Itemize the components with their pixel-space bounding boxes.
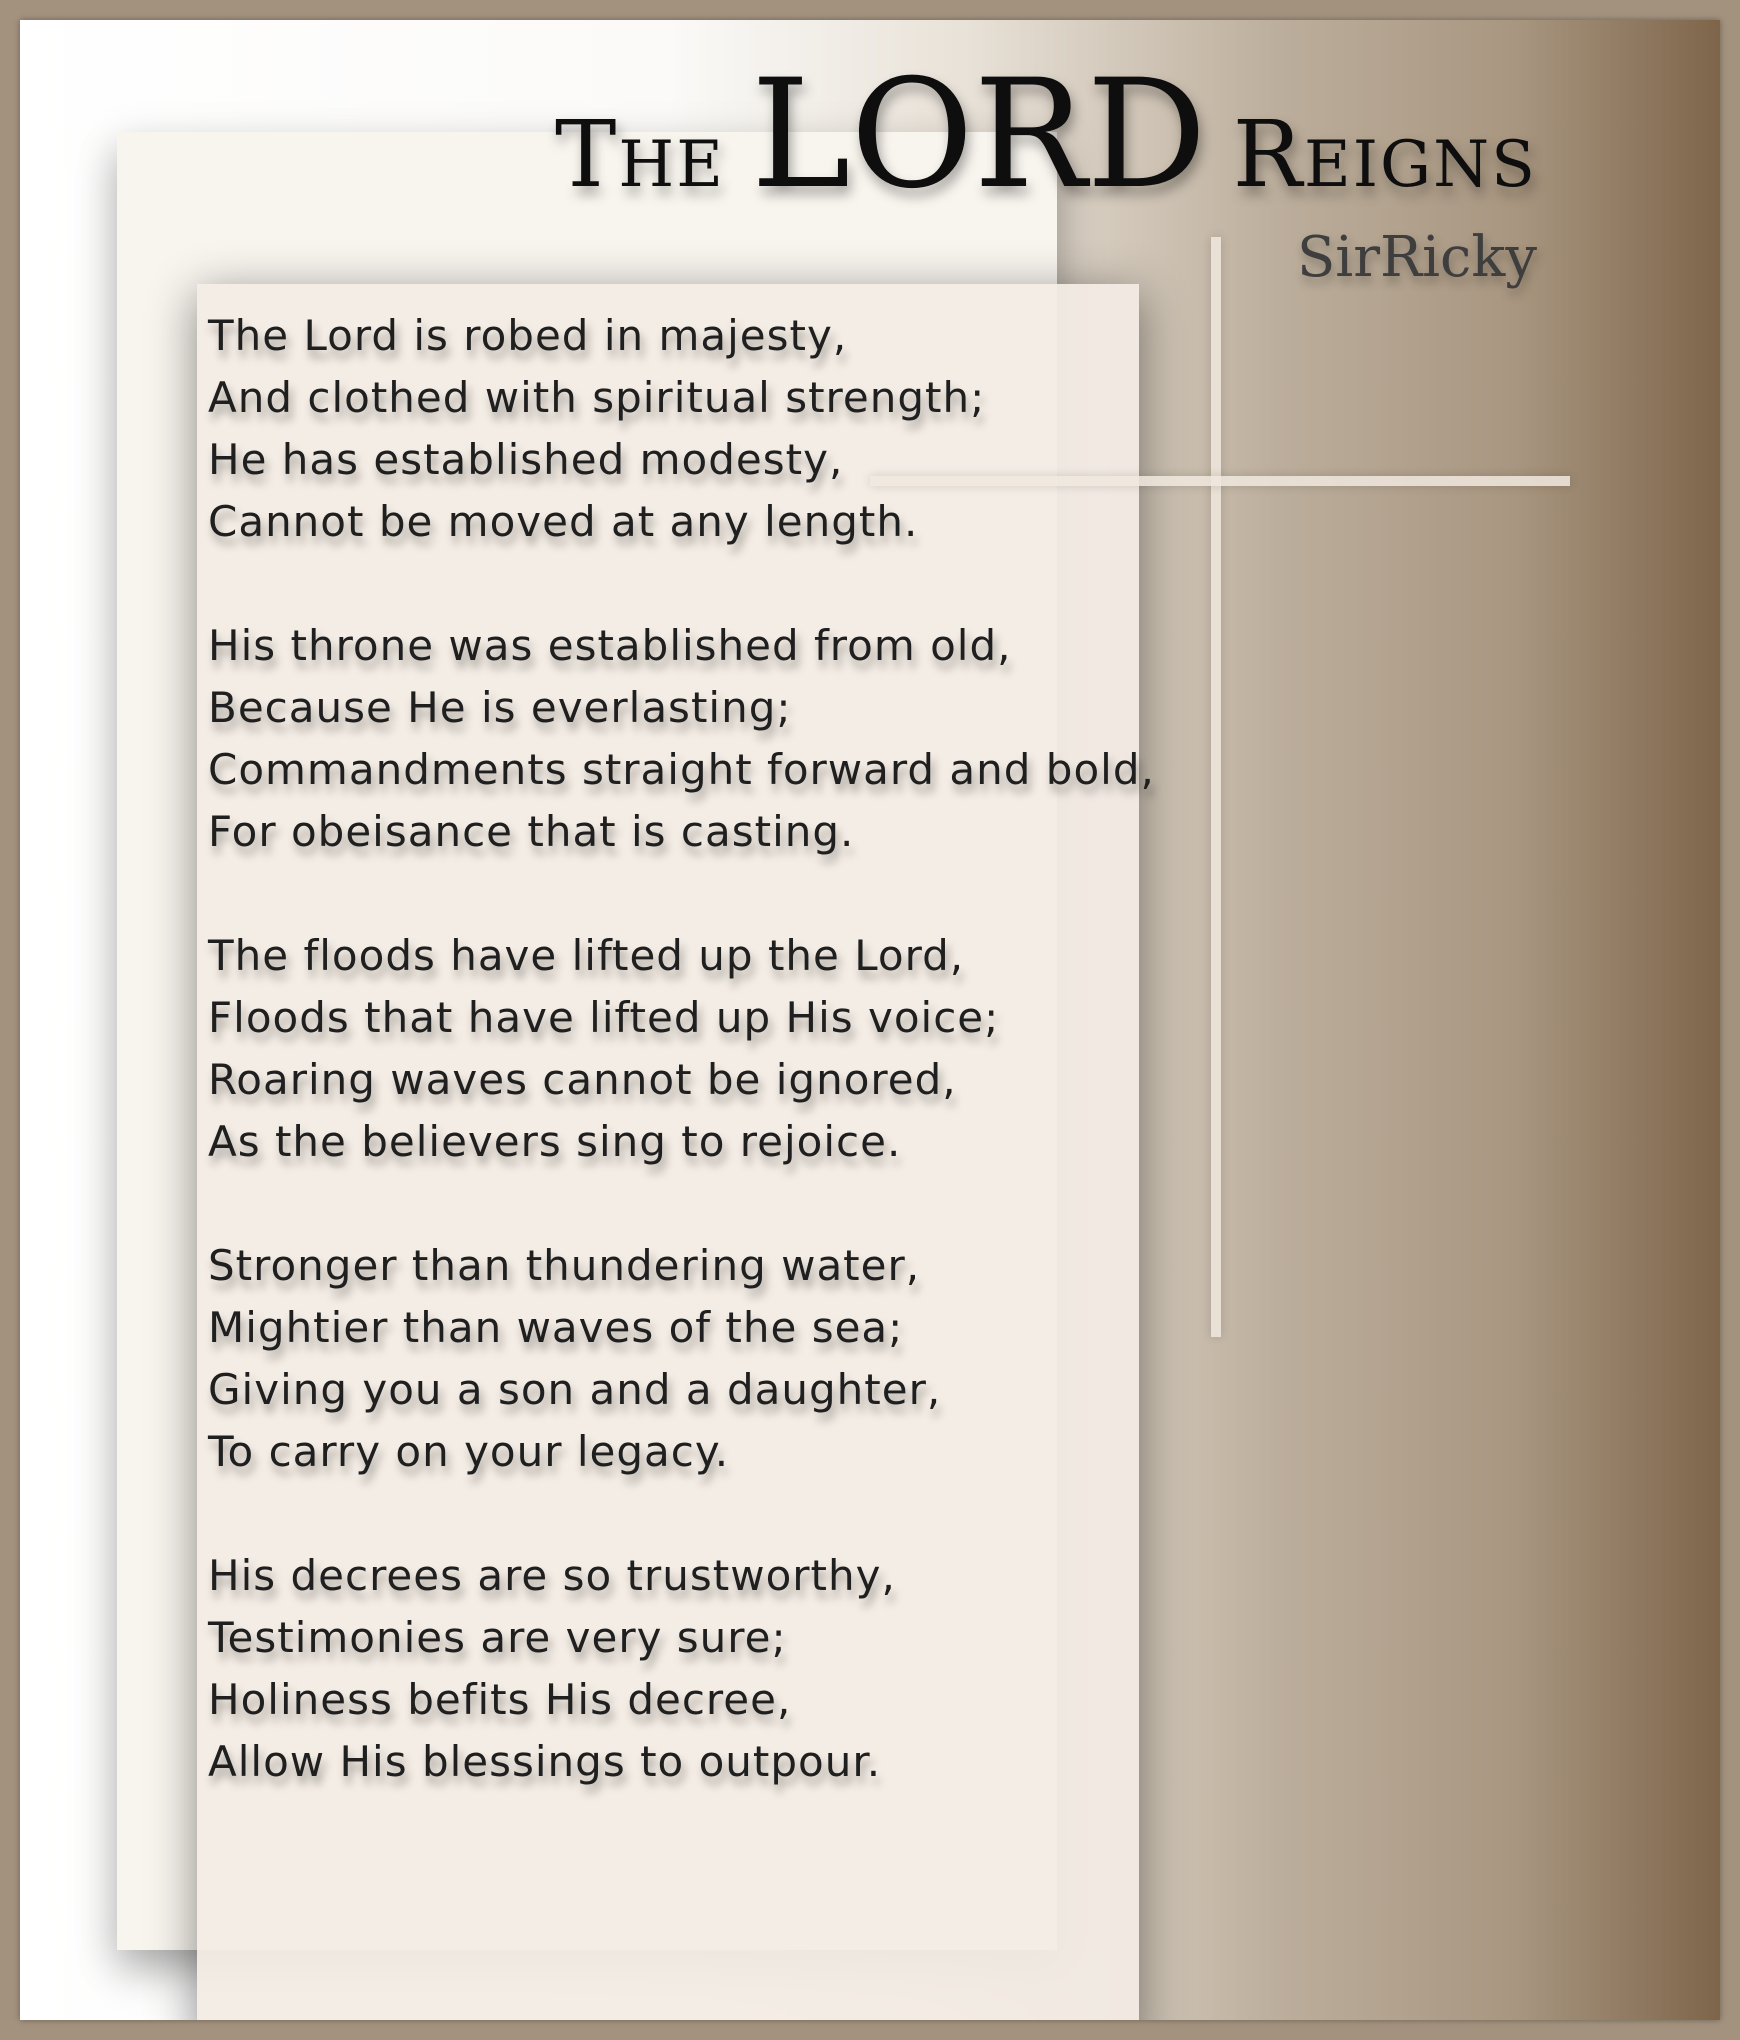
poem-line: Roaring waves cannot be ignored,: [208, 1055, 957, 1104]
poem-line: Commandments straight forward and bold,: [208, 745, 1155, 794]
poem-line: And clothed with spiritual strength;: [208, 373, 986, 422]
poem-line: His throne was established from old,: [208, 621, 1012, 670]
stanza: [208, 1545, 1108, 1793]
stanza: [208, 305, 1108, 553]
cross-icon: [1211, 237, 1221, 1337]
poem-body: [208, 305, 1155, 1855]
poem-line: Testimonies are very sure;: [208, 1613, 787, 1662]
poem-line: He has established modesty,: [208, 435, 844, 484]
poem-line: The floods have lifted up the Lord,: [208, 931, 965, 980]
poem-line: Holiness befits His decree,: [208, 1675, 792, 1724]
poem-line: For obeisance that is casting.: [208, 807, 855, 856]
poem-line: Cannot be moved at any length.: [208, 497, 919, 546]
poem-line: The Lord is robed in majesty,: [208, 311, 848, 360]
poem-title: [555, 48, 1537, 222]
stanza: [208, 925, 1108, 1173]
stanza: [208, 1235, 1108, 1483]
stanza: [208, 615, 1155, 863]
title-main: LORD: [750, 48, 1207, 222]
poem-line: Mightier than waves of the sea;: [208, 1303, 904, 1352]
author-name: SirRicky: [1296, 225, 1537, 290]
poem-line: Floods that have lifted up His voice;: [208, 993, 1000, 1042]
poem-line: Allow His blessings to outpour.: [208, 1737, 882, 1786]
title-suffix: Reigns: [1232, 101, 1537, 208]
poem-line: To carry on your legacy.: [208, 1427, 730, 1476]
poem-line: His decrees are so trustworthy,: [208, 1551, 896, 1600]
poem-line: Giving you a son and a daughter,: [208, 1365, 942, 1414]
poem-line: Because He is everlasting;: [208, 683, 792, 732]
title-prefix: The: [555, 101, 725, 208]
poem-line: Stronger than thundering water,: [208, 1241, 921, 1290]
poem-line: As the believers sing to rejoice.: [208, 1117, 902, 1166]
